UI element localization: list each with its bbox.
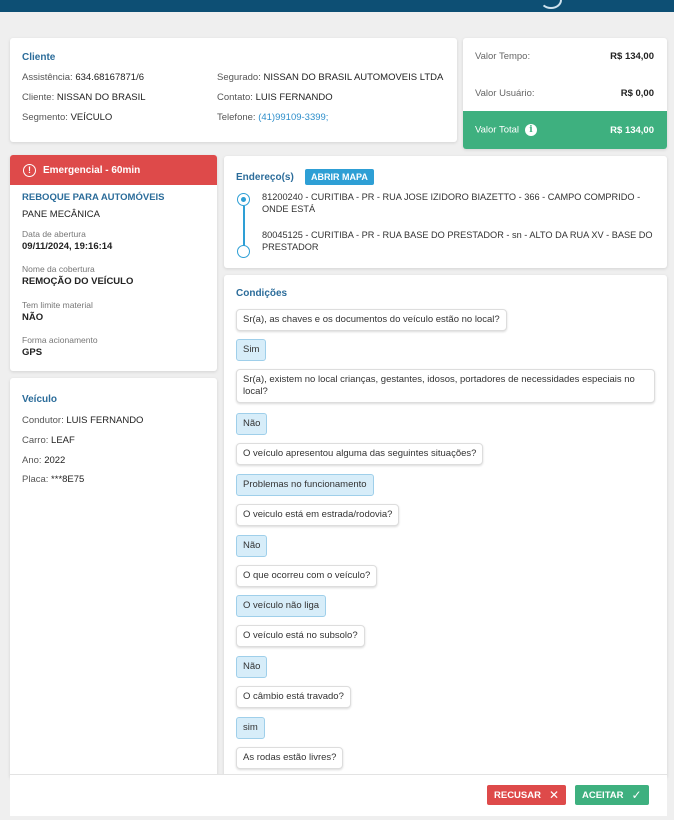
condition-question: Sr(a), existem no local crianças, gestantes, idosos, portadores de necessidades especiais no local?	[236, 369, 655, 403]
client-card	[10, 38, 457, 142]
cliente-label: Cliente:	[22, 92, 55, 103]
condition-question: O veículo apresentou alguma das seguintes situações?	[236, 443, 483, 465]
activation-value: GPS	[22, 347, 43, 358]
valor-total-value: R$ 134,00	[610, 124, 654, 136]
segmento-value: VEÍCULO	[70, 112, 113, 123]
service-type: REBOQUE PARA AUTOMÓVEIS	[22, 192, 165, 203]
valor-usuario-row	[463, 75, 667, 112]
reject-button-label: RECUSAR	[494, 789, 541, 801]
valor-total-row	[463, 111, 667, 149]
valor-total-label-wrap	[475, 124, 537, 136]
address-card	[224, 156, 667, 268]
top-header-bar	[0, 0, 674, 12]
valor-tempo-value: R$ 134,00	[610, 51, 654, 62]
route-line	[243, 206, 245, 246]
condition-answer: Não	[236, 535, 267, 557]
limit-value: NÃO	[22, 312, 44, 323]
condition-answer: O veículo não liga	[236, 595, 326, 617]
service-subtype: PANE MECÂNICA	[22, 209, 100, 220]
telefone-row	[217, 112, 328, 123]
brand-logo-icon	[540, 0, 562, 9]
assistencia-value: 634.68167871/6	[75, 72, 145, 83]
origin-marker-icon	[237, 193, 250, 206]
valor-total-label: Valor Total	[475, 124, 520, 136]
contato-value: LUIS FERNANDO	[255, 92, 333, 103]
info-icon[interactable]: i	[525, 124, 537, 136]
alert-circle-icon: !	[23, 164, 36, 177]
vehicle-section-title: Veículo	[22, 394, 58, 405]
cliente-value: NISSAN DO BRASIL	[56, 92, 146, 103]
year-label: Ano:	[22, 455, 42, 466]
destination-address: 80045125 - CURITIBA - PR - RUA BASE DO PRESTADOR - sn - ALTO DA RUA XV - BASE DO PRESTADOR	[262, 230, 653, 252]
opened-label: Data de abertura	[22, 229, 86, 239]
segmento-label: Segmento:	[22, 112, 68, 123]
year-value: 2022	[44, 455, 66, 466]
condition-answer: Não	[236, 656, 267, 678]
opened-value: 09/11/2024, 19:16:14	[22, 241, 113, 252]
service-card	[10, 155, 217, 371]
accept-button-label: ACEITAR	[582, 789, 624, 801]
conditions-card	[224, 275, 667, 778]
condition-question: As rodas estão livres?	[236, 747, 343, 769]
assistencia-row	[22, 72, 144, 83]
valor-tempo-label: Valor Tempo:	[475, 51, 531, 62]
coverage-value: REMOÇÃO DO VEÍCULO	[22, 276, 134, 287]
condition-question: Sr(a), as chaves e os documentos do veículo estão no local?	[236, 309, 507, 331]
coverage-label: Nome da cobertura	[22, 264, 95, 274]
origin-address: 81200240 - CURITIBA - PR - RUA JOSE IZIDORO BIAZETTO - 366 - CAMPO COMPRIDO - ONDE ESTÁ	[262, 192, 641, 214]
condition-answer: Não	[236, 413, 267, 435]
condition-answer: Sim	[236, 339, 266, 361]
driver-label: Condutor:	[22, 415, 64, 426]
condition-answer: sim	[236, 717, 265, 739]
telefone-link[interactable]: (41)99109-3399;	[258, 112, 329, 123]
car-row	[22, 435, 75, 446]
check-icon: ✓	[631, 788, 642, 802]
plate-value: ***8E75	[51, 474, 85, 485]
client-section-title: Cliente	[22, 52, 56, 63]
plate-row	[22, 474, 84, 485]
condition-question: O que ocorreu com o veículo?	[236, 565, 377, 587]
contato-label: Contato:	[217, 92, 253, 103]
segurado-value: NISSAN DO BRASIL AUTOMOVEIS LTDA	[263, 72, 444, 83]
limit-label: Tem limite material	[22, 300, 93, 310]
condition-question: O veículo está no subsolo?	[236, 625, 365, 647]
condition-question: O veiculo está em estrada/rodovia?	[236, 504, 399, 526]
car-value: LEAF	[51, 435, 75, 446]
close-icon: ✕	[548, 788, 560, 802]
assistencia-label: Assistência:	[22, 72, 73, 83]
valor-usuario-value: R$ 0,00	[620, 88, 654, 99]
car-label: Carro:	[22, 435, 49, 446]
year-row	[22, 455, 65, 466]
accept-button[interactable]	[575, 785, 649, 805]
valor-usuario-label: Valor Usuário:	[475, 88, 535, 99]
emergency-label: Emergencial - 60min	[43, 164, 141, 176]
driver-value: LUIS FERNANDO	[66, 415, 144, 426]
values-card	[463, 38, 667, 149]
contato-row	[217, 92, 333, 103]
plate-label: Placa:	[22, 474, 49, 485]
reject-button[interactable]	[487, 785, 566, 805]
action-footer	[10, 774, 667, 816]
open-map-button[interactable]: ABRIR MAPA	[305, 169, 374, 185]
activation-label: Forma acionamento	[22, 335, 98, 345]
condition-question: O câmbio está travado?	[236, 686, 351, 708]
telefone-label: Telefone:	[217, 112, 256, 123]
condition-answer: Problemas no funcionamento	[236, 474, 374, 496]
conditions-section-title: Condições	[236, 288, 288, 299]
segurado-label: Segurado:	[217, 72, 261, 83]
vehicle-card	[10, 378, 217, 778]
valor-tempo-row	[463, 38, 667, 75]
driver-row	[22, 415, 143, 426]
segmento-row	[22, 112, 112, 123]
emergency-banner	[10, 155, 217, 185]
destination-marker-icon	[237, 245, 250, 258]
cliente-row	[22, 92, 146, 103]
segurado-row	[217, 72, 443, 83]
address-section-title: Endereço(s)	[236, 172, 294, 183]
